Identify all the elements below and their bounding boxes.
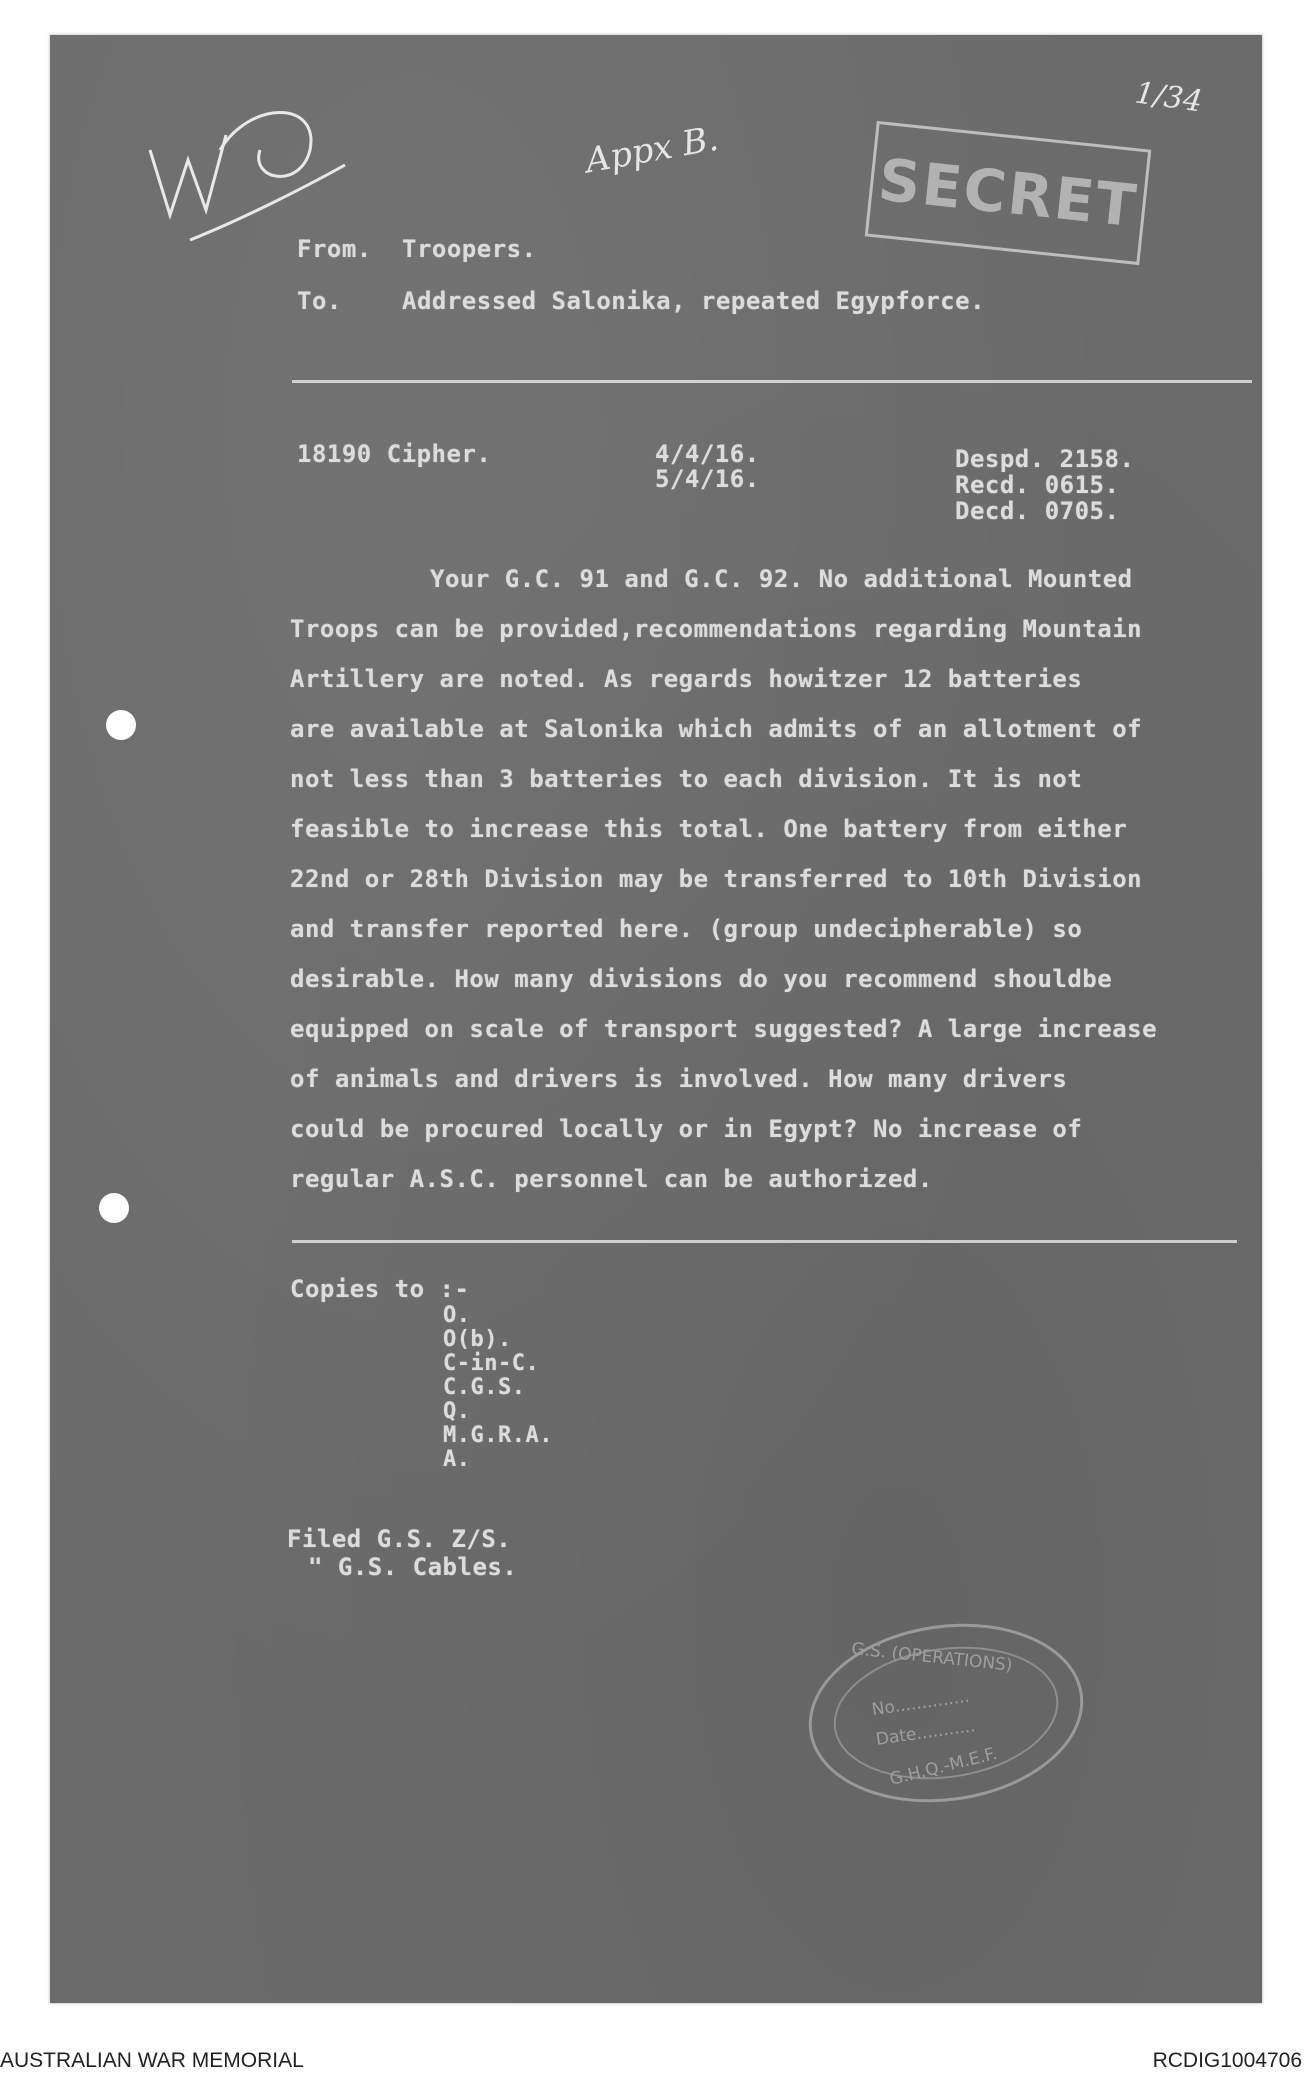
footer-record-id: RCDIG1004706 (1152, 2049, 1302, 2072)
from-value: Troopers. (402, 235, 537, 263)
body-line: equipped on scale of transport suggested? A large increase (290, 1015, 1158, 1043)
deciphered-time: Decd. 0705. (955, 497, 1120, 525)
cipher-number: 18190 Cipher. (297, 440, 492, 468)
punch-hole (106, 710, 136, 740)
copy-recipient: O(b). (443, 1327, 512, 1352)
filed-line-1: Filed G.S. Z/S. (287, 1525, 512, 1553)
copies-label: Copies to :- (290, 1275, 470, 1303)
to-label: To. (297, 287, 342, 315)
body-line: Artillery are noted. As regards howitzer 12 batteries (290, 665, 1083, 693)
body-line: not less than 3 batteries to each division. It is not (290, 765, 1083, 793)
cipher-date-2: 5/4/16. (655, 465, 760, 493)
body-divider (292, 1240, 1237, 1243)
filed-line-2: " G.S. Cables. (308, 1553, 518, 1581)
copy-recipient: A. (443, 1447, 471, 1472)
from-label: From. (297, 235, 372, 263)
handwritten-initials-mark (130, 80, 360, 250)
operations-stamp (797, 1607, 1095, 1820)
document-sheet (50, 35, 1262, 2003)
secret-stamp (865, 121, 1152, 265)
body-line: could be procured locally or in Egypt? No increase of (290, 1115, 1083, 1143)
body-line: regular A.S.C. personnel can be authorized. (290, 1165, 933, 1193)
ops-stamp-date: Date........... (874, 1716, 977, 1750)
punch-hole (99, 1193, 129, 1223)
appx-note: Appx B. (582, 118, 722, 182)
body-line: are available at Salonika which admits of an allotment of (290, 715, 1143, 743)
footer-institution: AUSTRALIAN WAR MEMORIAL (0, 2049, 304, 2072)
despatched-time: Despd. 2158. (955, 445, 1135, 473)
ops-stamp-no: No.............. (870, 1686, 971, 1721)
copy-recipient: Q. (443, 1399, 471, 1424)
copy-recipient: M.G.R.A. (443, 1423, 553, 1448)
folio-number: 1/34 (1132, 75, 1205, 120)
to-value: Addressed Salonika, repeated Egypforce. (402, 287, 986, 315)
ops-stamp-bottom: G.H.Q.-M.E.F. (887, 1743, 1000, 1790)
copy-recipient: O. (443, 1303, 471, 1328)
body-line: 22nd or 28th Division may be transferred to 10th Division (290, 865, 1143, 893)
body-line: of animals and drivers is involved. How many drivers (290, 1065, 1068, 1093)
header-divider (292, 380, 1252, 383)
body-line: feasible to increase this total. One battery from either (290, 815, 1128, 843)
secret-stamp-text: SECRET (875, 145, 1141, 241)
cipher-date-1: 4/4/16. (655, 440, 760, 468)
copy-recipient: C-in-C. (443, 1351, 540, 1376)
body-line: Your G.C. 91 and G.C. 92. No additional Mounted (430, 565, 1133, 593)
body-line: Troops can be provided,recommendations regarding Mountain (290, 615, 1143, 643)
body-line: desirable. How many divisions do you recommend shouldbe (290, 965, 1113, 993)
ops-stamp-top: G.S. (OPERATIONS) (850, 1639, 1014, 1676)
received-time: Recd. 0615. (955, 471, 1120, 499)
body-line: and transfer reported here. (group undecipherable) so (290, 915, 1083, 943)
copy-recipient: C.G.S. (443, 1375, 526, 1400)
